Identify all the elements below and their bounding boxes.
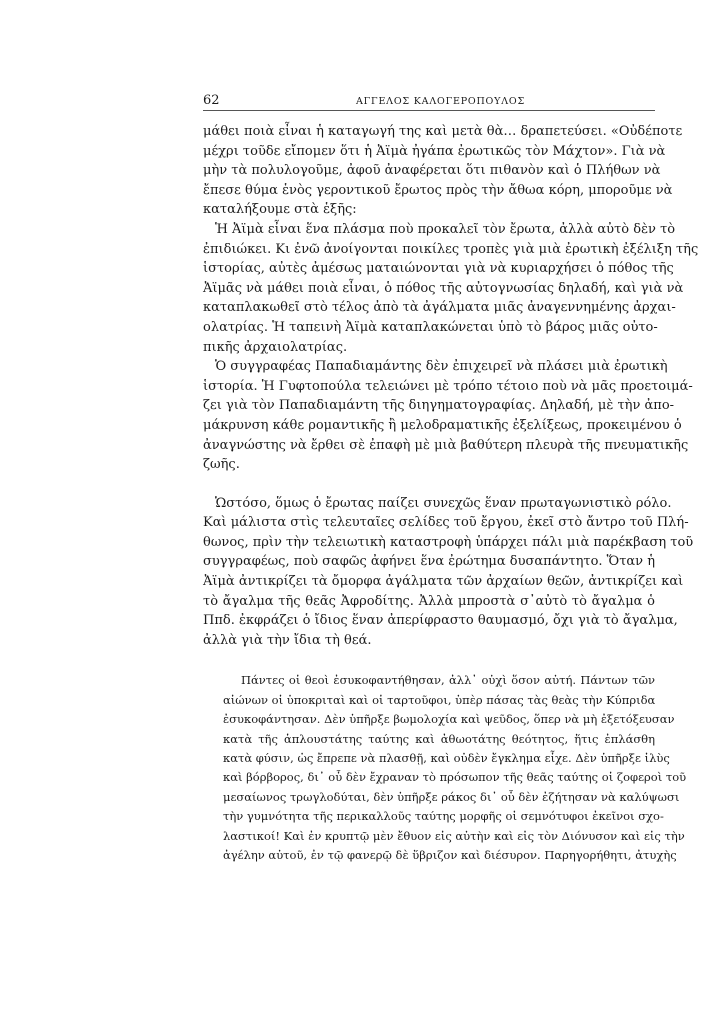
text-line: ἀναγνώστης νὰ ἔρθει σὲ ἐπαφὴ μὲ μιὰ βαθύτερη πλευρὰ τῆς πνευματικῆς bbox=[203, 437, 689, 453]
quote-line: ἐσυκοφάντησαν. Δὲν ὑπῆρξε βωμολοχία καὶ ψεῦδος, ὅπερ νὰ μὴ ἐξετόξευσαν bbox=[223, 712, 675, 727]
paragraph-1 bbox=[203, 122, 683, 220]
quote-line: μεσαίωνος τρωγλοδύται, δὲν ὑπῆρξε ράκος δι᾽ οὗ δὲν ἐζήτησαν νὰ καλύψωσι bbox=[223, 789, 680, 804]
quote-line: καὶ βόρβορος, δι᾽ οὗ δὲν ἔχραναν τὸ πρόσωπον τῆς θεᾶς ταύτης οἱ ζοφεροὶ τοῦ bbox=[223, 770, 687, 785]
running-head: ΑΓΓΕΛΟΣ ΚΑΛΟΓΕΡΟΠΟΥΛΟΣ bbox=[356, 96, 525, 107]
block-quote bbox=[203, 671, 687, 865]
text-line: Ἀϊμὰ ἀντικρίζει τὰ ὄμορφα ἀγάλματα τῶν ἀρχαίων θεῶν, ἀντικρίζει καὶ bbox=[203, 574, 684, 590]
text-line: Ὡστόσο, ὅμως ὁ ἔρωτας παίζει συνεχῶς ἕναν πρωταγωνιστικὸ ρόλο. bbox=[215, 495, 672, 511]
quote-gap bbox=[203, 650, 655, 671]
text-line: ἀλλὰ γιὰ τὴν ἴδια τὴ θεά. bbox=[203, 632, 372, 648]
text-line: Ἡ Ἀϊμὰ εἶναι ἕνα πλάσμα ποὺ προκαλεῖ τὸν ἔρωτα, ἀλλὰ αὐτὸ δὲν τὸ bbox=[215, 221, 676, 237]
paragraph-3 bbox=[203, 357, 693, 475]
text-line: μάκρυνση κάθε ρομαντικῆς ἢ μελοδραματικῆς ἐξελίξεως, προκειμένου ὁ bbox=[203, 417, 682, 433]
text-line: Ὁ συγγραφέας Παπαδιαμάντης δὲν ἐπιχειρεῖ νὰ πλάσει μιὰ ἐρωτικὴ bbox=[215, 359, 668, 375]
section-gap bbox=[203, 475, 655, 494]
quote-line: ἀγέλην αὐτοῦ, ἐν τῷ φανερῷ δὲ ὕβριζον καὶ διέσυρον. Παρηγορήθητι, ἀτυχὴς bbox=[223, 848, 677, 863]
text-line: καταλήξουμε στὰ ἑξῆς: bbox=[203, 202, 357, 218]
text-line: ζει γιὰ τὸν Παπαδιαμάντη τῆς διηγηματογραφίας. Δηλαδή, μὲ τὴν ἀπο- bbox=[203, 398, 675, 414]
quote-line: κατὰ φύσιν, ὡς ἔπρεπε νὰ πλασθῇ, καὶ οὐδὲν ἔγκλημα εἶχε. Δὲν ὑπῆρξε ἰλὺς bbox=[223, 751, 670, 766]
paragraph-4 bbox=[203, 494, 694, 651]
text-line: ζωῆς. bbox=[203, 457, 240, 473]
text-line: θωνος, πρὶν τὴν τελειωτικὴ καταστροφὴ ὑπάρχει πάλι μιὰ παρέκβαση τοῦ bbox=[203, 534, 694, 550]
paragraph-2 bbox=[203, 220, 699, 357]
text-line: καταπλακωθεῖ στὸ τέλος ἀπὸ τὰ ἀγάλματα μιᾶς ἀναγεννημένης ἀρχαι- bbox=[203, 300, 676, 316]
quote-line: κατὰ τῆς ἁπλουστάτης ταύτης καὶ ἀθωοτάτης θεότητος, ἥτις ἐπλάσθη bbox=[223, 731, 655, 746]
text-line: ἔπεσε θύμα ἑνὸς γεροντικοῦ ἔρωτος πρὸς τὴν ἄθωα κόρη, μποροῦμε νὰ bbox=[203, 182, 673, 198]
quote-line: Πάντες οἱ θεοὶ ἐσυκοφαντήθησαν, ἀλλ᾽ οὐχὶ ὅσον αὐτή. Πάντων τῶν bbox=[241, 673, 655, 688]
body-text bbox=[203, 122, 699, 866]
text-line: Ἀϊμᾶς νὰ μάθει ποιὰ εἶναι, ὁ πόθος τῆς αὐτογνωσίας δηλαδή, καὶ γιὰ νὰ bbox=[203, 280, 684, 296]
quote-line: αἰώνων οἱ ὑποκριταὶ καὶ οἱ ταρτοῦφοι, ὑπὲρ πάσας τὰς θεὰς τὴν Κύπριδα bbox=[223, 692, 656, 707]
quote-line: τὴν γυμνότητα τῆς περικαλλοῦς ταύτης μορφῆς οἱ σεμνότυφοι ἐκεῖνοι σχο- bbox=[223, 809, 664, 824]
text-line: ολατρίας. Ἡ ταπεινὴ Ἀϊμὰ καταπλακώνεται ὑπὸ τὸ βάρος μιᾶς οὐτο- bbox=[203, 319, 658, 335]
text-line: ἱστορία. Ἡ Γυφτοπούλα τελειώνει μὲ τρόπο τέτοιο ποὺ νὰ μᾶς προετοιμά- bbox=[203, 378, 693, 394]
text-line: πικῆς ἀρχαιολατρίας. bbox=[203, 339, 348, 355]
text-line: τὸ ἄγαλμα τῆς θεᾶς Ἀφροδίτης. Ἀλλὰ μπροστὰ σ᾽αὐτὸ τὸ ἄγαλμα ὁ bbox=[203, 593, 655, 609]
text-line: ἱστορίας, αὐτὲς ἀμέσως ματαιώνονται γιὰ νὰ κυριαρχήσει ὁ πόθος τῆς bbox=[203, 261, 674, 277]
text-line: Ππδ. ἐκφράζει ὁ ἴδιος ἕναν ἀπερίφραστο θαυμασμό, ὄχι γιὰ τὸ ἄγαλμα, bbox=[203, 613, 678, 629]
text-line: ἐπιδιώκει. Κι ἐνῶ ἀνοίγονται ποικίλες τροπὲς γιὰ μιὰ ἐρωτικὴ ἐξέλιξη τῆς bbox=[203, 241, 699, 257]
text-line: μάθει ποιὰ εἶναι ἡ καταγωγή της καὶ μετὰ θὰ… δραπετεύσει. «Οὐδέποτε bbox=[203, 124, 683, 139]
text-line: συγγραφέως, ποὺ σαφῶς ἀφήνει ἕνα ἐρώτημα δυσαπάντητο. Ὅταν ἡ bbox=[203, 554, 655, 570]
page-number: 62 bbox=[203, 93, 220, 108]
text-line: μέχρι τοῦδε εἴπομεν ὅτι ἡ Ἀϊμὰ ἠγάπα ἐρωτικῶς τὸν Μάχτον». Γιὰ νὰ bbox=[203, 143, 666, 159]
text-line: Καὶ μάλιστα στὶς τελευταῖες σελίδες τοῦ ἔργου, ἐκεῖ στὸ ἄντρο τοῦ Πλή- bbox=[203, 515, 689, 531]
text-line: μὴν τὰ πολυλογοῦμε, ἀφοῦ ἀναφέρεται ὅτι πιθανὸν καὶ ὁ Πλήθων νὰ bbox=[203, 163, 661, 179]
quote-line: λαστικοί! Καὶ ἐν κρυπτῷ μὲν ἔθυον εἰς αὐτὴν καὶ εἰς τὸν Διόνυσον καὶ εἰς τὴν bbox=[223, 828, 685, 843]
page-header bbox=[203, 94, 655, 111]
